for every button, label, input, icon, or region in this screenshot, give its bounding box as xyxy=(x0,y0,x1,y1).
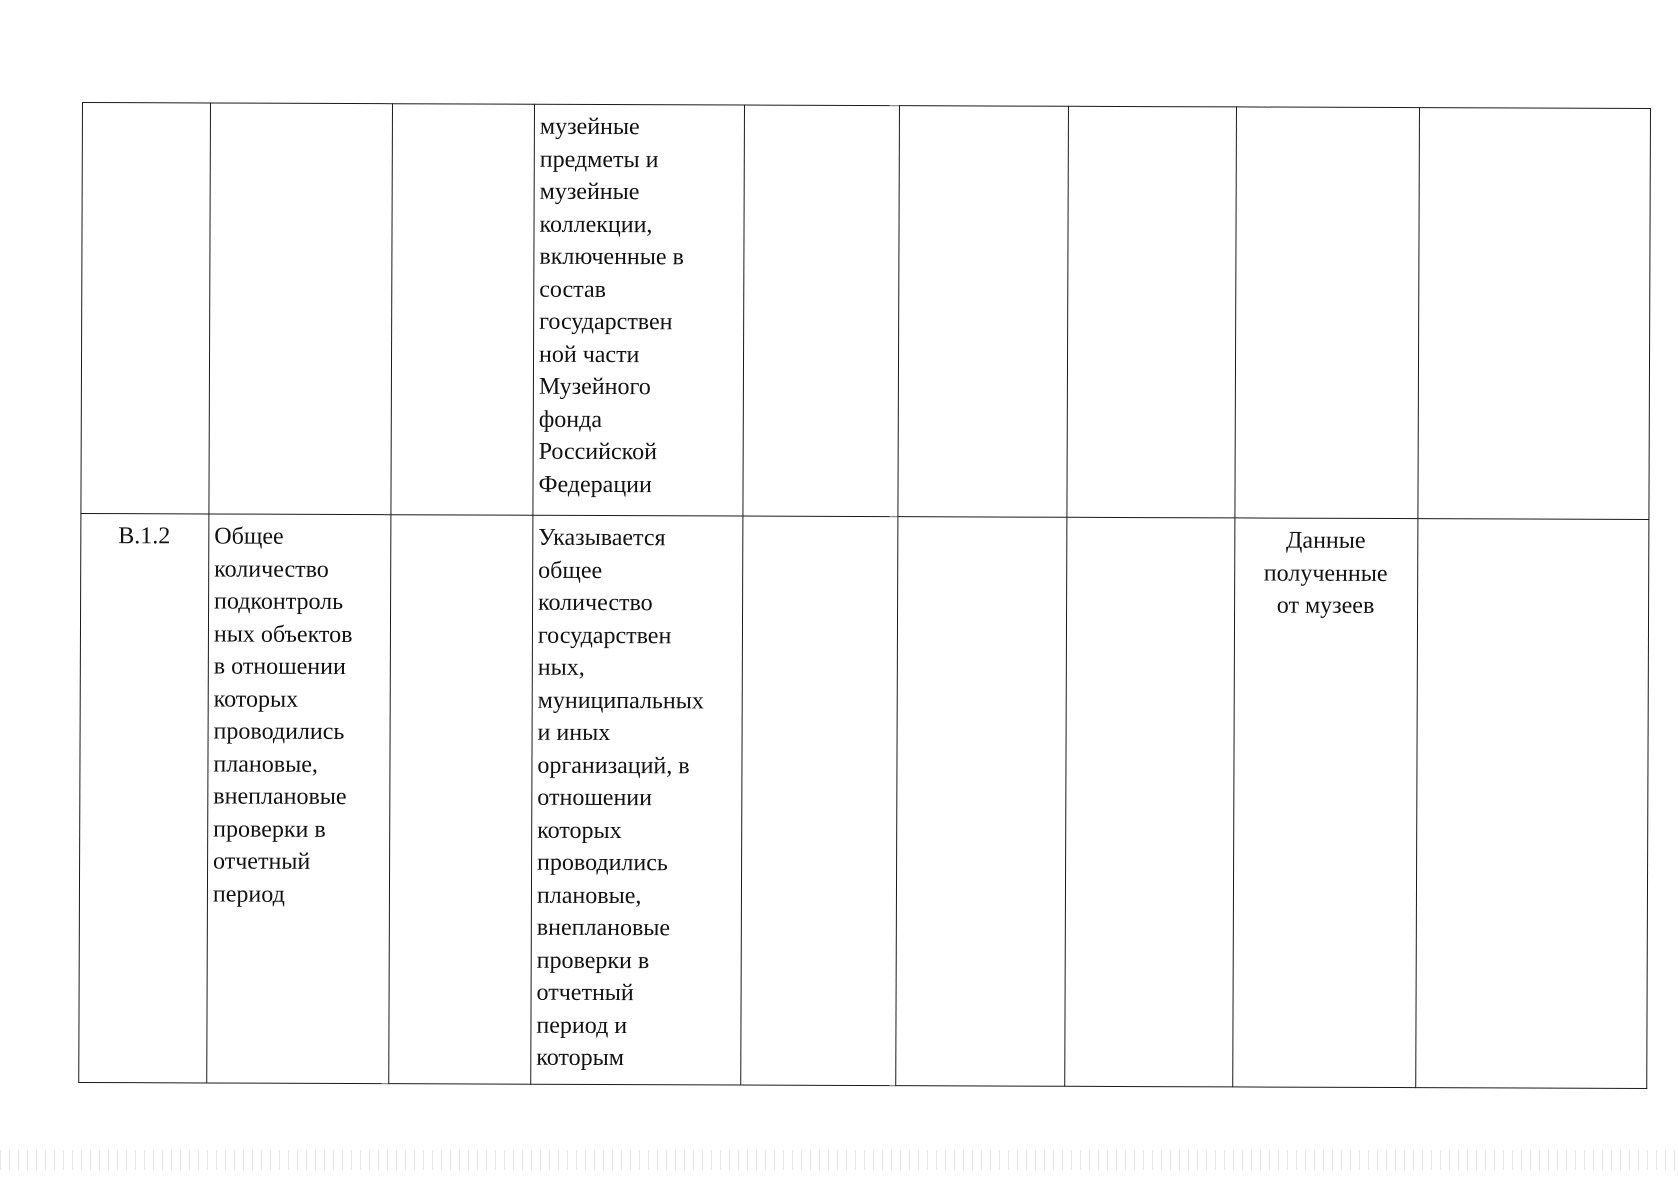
table-cell-code xyxy=(81,103,211,514)
table-cell-col7 xyxy=(1067,106,1237,518)
table-cell-indicator: Общее количество подконтроль ных объектов в отношении которых проводились плановые, внеплановые проверки в отчетный период xyxy=(207,514,391,1084)
scan-noise xyxy=(0,1150,1678,1170)
table-row xyxy=(79,513,1649,1088)
table-cell-col7 xyxy=(1065,517,1235,1087)
table-cell-col5 xyxy=(743,105,900,517)
table-cell-col3 xyxy=(389,515,533,1085)
table-cell-description: музейные предметы и музейные коллекции, включенные в состав государствен ной части Музейного фонда Российской Федерации xyxy=(533,104,745,516)
table-cell-description: Указывается общее количество государствен ных, муниципальных и иных организаций, в отношении которых проводились плановые, внеплановые проверки в отчетный период и которым xyxy=(531,515,743,1085)
table-cell-col6 xyxy=(896,517,1067,1087)
table-cell-col9 xyxy=(1416,519,1649,1089)
table-cell-col5 xyxy=(741,516,898,1086)
table-cell-source xyxy=(1235,107,1420,519)
report-table xyxy=(78,102,1651,1089)
table-cell-col6 xyxy=(898,106,1069,518)
table-cell-col3 xyxy=(391,104,535,516)
table-cell-source: Данные полученные от музеев xyxy=(1233,518,1418,1088)
table-cell-col9 xyxy=(1418,108,1651,520)
table-cell-indicator xyxy=(209,103,393,515)
table-row xyxy=(81,103,1651,520)
table-cell-code: В.1.2 xyxy=(79,513,209,1082)
